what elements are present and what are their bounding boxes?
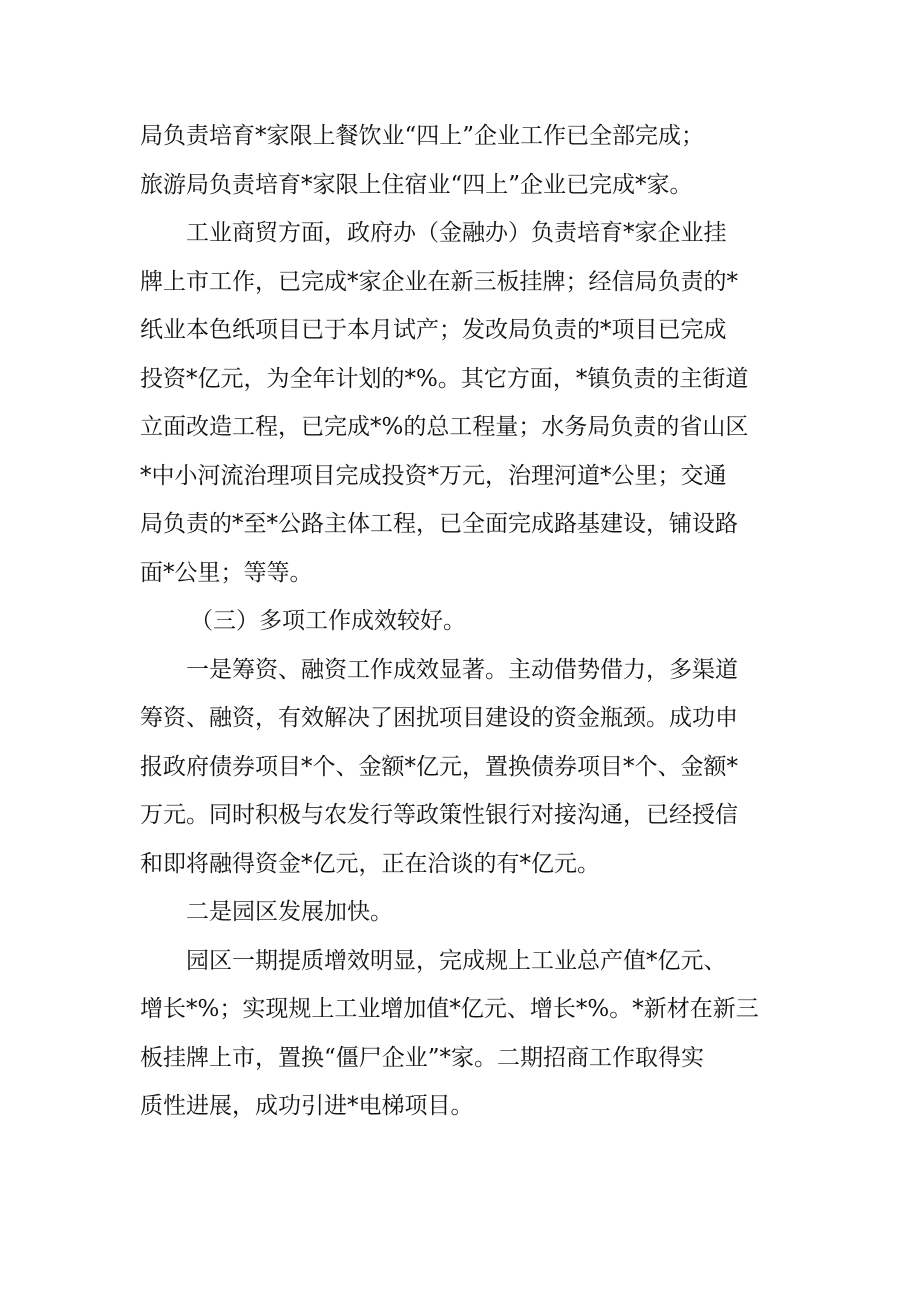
text-line: 质性进展，成功引进*电梯项目。 [140,1093,474,1119]
text-line: 工业商贸方面，政府办（金融办）负责培育*家企业挂 [186,220,727,246]
text-line: 园区一期提质增效明显，完成规上工业总产值*亿元、 [186,947,727,974]
text-line: 万元。同时积极与农发行等政策性银行对接沟通，已经授信 [140,802,738,828]
text-line: 局负责培育*家限上餐饮业“四上”企业工作已全部完成； [140,123,705,149]
text-line: *中小河流治理项目完成投资*万元，治理河道*公里；交通 [140,462,727,489]
document-body [140,112,790,1131]
text-line: 增长*%；实现规上工业增加值*亿元、增长*%。*新材在新三 [140,996,759,1022]
text-line: 面*公里；等等。 [140,559,313,586]
text-line: 报政府债券项目*个、金额*亿元，置换债券项目*个、金额* [140,753,738,780]
section-heading: （三）多项工作成效较好。 [190,608,466,634]
text-line: 纸业本色纸项目已于本月试产；发改局负责的*项目已完成 [140,317,727,343]
text-line: 旅游局负责培育*家限上住宿业“四上”企业已完成*家。 [140,171,693,198]
text-line: 和即将融得资金*亿元，正在洽谈的有*亿元。 [140,850,600,877]
text-line: 立面改造工程，已完成*%的总工程量；水务局负责的省山区 [140,414,749,440]
text-line: 投资*亿元，为全年计划的*%。其它方面，*镇负责的主街道 [140,365,749,392]
text-line: 筹资、融资，有效解决了困扰项目建设的资金瓶颈。成功申 [140,705,738,731]
text-line: 局负责的*至*公路主体工程，已全面完成路基建设，铺设路 [140,511,738,537]
text-line: 二是园区发展加快。 [186,899,393,925]
text-line: 牌上市工作，已完成*家企业在新三板挂牌；经信局负责的* [140,268,738,295]
text-line: 板挂牌上市，置换“僵尸企业”*家。二期招商工作取得实 [140,1044,705,1071]
text-line: 一是筹资、融资工作成效显著。主动借势借力，多渠道 [186,656,738,683]
